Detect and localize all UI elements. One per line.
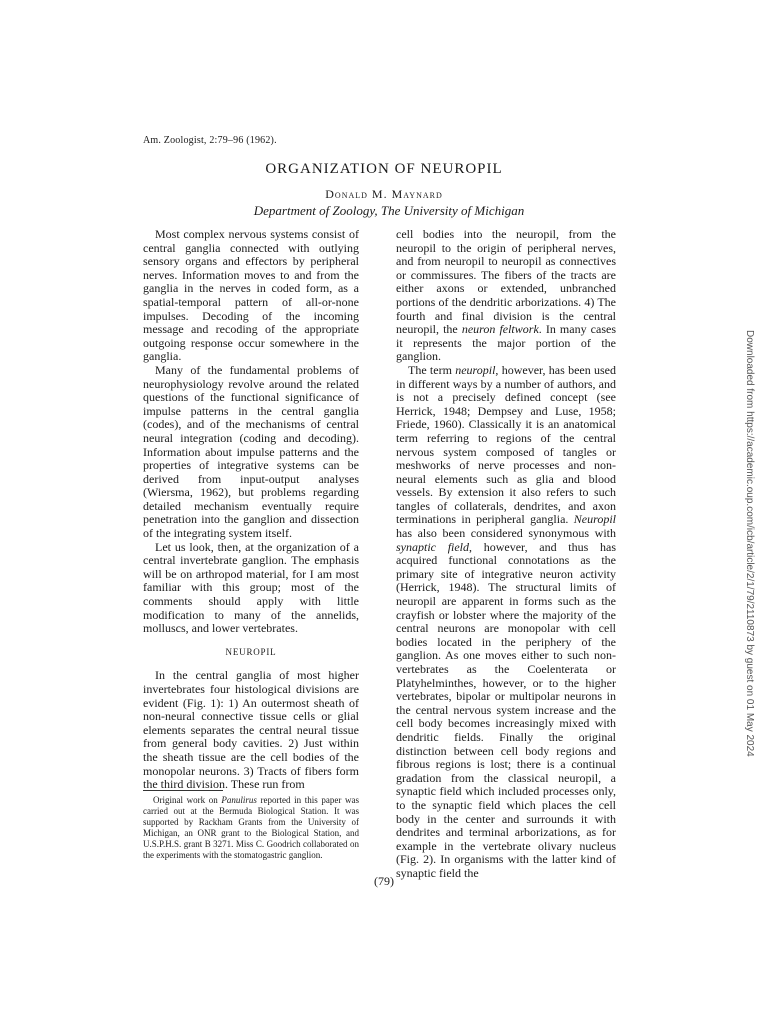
text-run: , however, has been used in different ways by a number of authors, and is not a precisely defined concept (see Herrick, 1948; Dempsey and Luse, 1958; Friede, 1960). Classically it is an anatomical term referring to regions of the central nervous system composed of tangles or meshworks of nerve processes and non-neural elements such as glia and blood vessels. By extension it also refers to such tangles of collaterals, dendrites, and axon terminations in peripheral ganglia. xyxy=(396,362,616,527)
text-run: , however, and thus has acquired functional connotations as the primary site of integrative neuron activity (Herrick, 1948). The structural limits of neuropil are apparent in forms such as the crayfish or lobster where the majority of the central neurons are monopolar with cell bodies located in the periphery of the ganglion. As one moves either to such non-vertebrates as the Coelenterata or Platyhelminthes, however, or to the higher vertebrates, bipolar or multipolar neurons in the central nervous system increase and the cell body becomes increasingly mixed with dendritic fields. Finally the original distinction between cell body regions and fibrous regions is lost; there is a continual gradation from the classical neuropil, a synaptic field which included processes only, to the synaptic field which places the cell body in the center and surrounds it with dendrites and terminal arborizations, as for example in the vertebrate olivary nucleus (Fig. 2). In organisms with the latter kind of synaptic field the xyxy=(396,539,616,880)
paragraph-divisions: In the central ganglia of most higher invertebrates four histological divisions are evident (Fig. 1): 1) An outermost sheath of non-neural connective tissue cells or glial elements separates the central neural tissue from general body cavities. 2) Just within the sheath tissue are the cell bodies of the monopolar neurons. 3) Tracts of fibers form the third division. These run from xyxy=(143,668,359,792)
article-title: ORGANIZATION OF NEUROPIL xyxy=(265,161,503,177)
paragraph-organization: Let us look, then, at the organization of a central invertebrate ganglion. The emphasis will be on arthropod material, for I am most familiar with this group; most of the comments should apply with little modification to many of the annelids, molluscs, and lower vertebrates. xyxy=(143,539,359,636)
paragraph-intro: Most complex nervous systems consist of central ganglia connected with outlying sensory organs and effectors by peripheral nerves. Information moves to and from the ganglia in the nerves in coded form, as a spatial-temporal pattern of all-or-none impulses. Decoding of the incoming message and recoding of the appropriate outgoing response occur somewhere in the ganglia. xyxy=(143,227,359,364)
text-run: Original work on xyxy=(153,795,222,805)
paragraph-problems: Many of the fundamental problems of neurophysiology revolve around the related questions of the functional significance of impulse patterns in the central ganglia (codes), and of the mechanisms of central neural integration (coding and decoding). Information about impulse patterns and the properties of integrative systems can be derived from input-output analyses (Wiersma, 1962), but problems regarding detailed mechanism eventually require penetration into the ganglion and dissection of the integrating system itself. xyxy=(143,362,359,541)
page-number: (79) xyxy=(374,874,394,888)
download-watermark xyxy=(743,330,755,757)
left-column xyxy=(143,228,359,792)
paragraph-divisions-continued xyxy=(396,228,616,364)
section-heading-neuropil: NEUROPIL xyxy=(225,646,277,657)
italic-term: neuron feltwork xyxy=(461,322,539,337)
watermark-text: Downloaded from https://academic.oup.com/icb/article/2/1/79/2110873 by guest on 01 May 2024 xyxy=(744,330,755,757)
italic-term: Neuropil xyxy=(573,512,616,527)
journal-citation: Am. Zoologist, 2:79–96 (1962). xyxy=(143,135,277,146)
paragraph-term-neuropil xyxy=(396,364,616,881)
text-run: has also been considered synonymous with xyxy=(396,526,616,541)
text-run: The term xyxy=(408,362,456,377)
text-run: cell bodies into the neuropil, from the neuropil to the origin of peripheral nerves, and from neuropil to neuropil as connectives or commissures. The fibers of the tracts are either axons or extended, unbranched portions of the dendritic arborizations. 4) The fourth and final division is the central neuropil, the xyxy=(396,227,616,337)
text-run: . In many cases it represents the major portion of the ganglion. xyxy=(396,322,616,364)
author-affiliation: Department of Zoology, The University of Michigan xyxy=(253,203,525,218)
author-name: Donald M. Maynard xyxy=(325,187,443,201)
italic-term: synaptic field xyxy=(396,539,470,554)
footnote xyxy=(143,795,359,861)
italic-term: Panulirus xyxy=(221,795,257,805)
footnote-rule xyxy=(143,790,223,791)
right-column xyxy=(396,228,616,881)
italic-term: neuropil xyxy=(455,362,496,377)
text-run: reported in this paper was carried out at the Bermuda Biological Station. It was supported by Rackham Grants from the University of Michigan, an ONR grant to the Biological Station, and U.S.P.H.S. grant B 3271. Miss C. Goodrich collaborated on the experiments with the stomatogastric ganglion. xyxy=(143,795,359,860)
